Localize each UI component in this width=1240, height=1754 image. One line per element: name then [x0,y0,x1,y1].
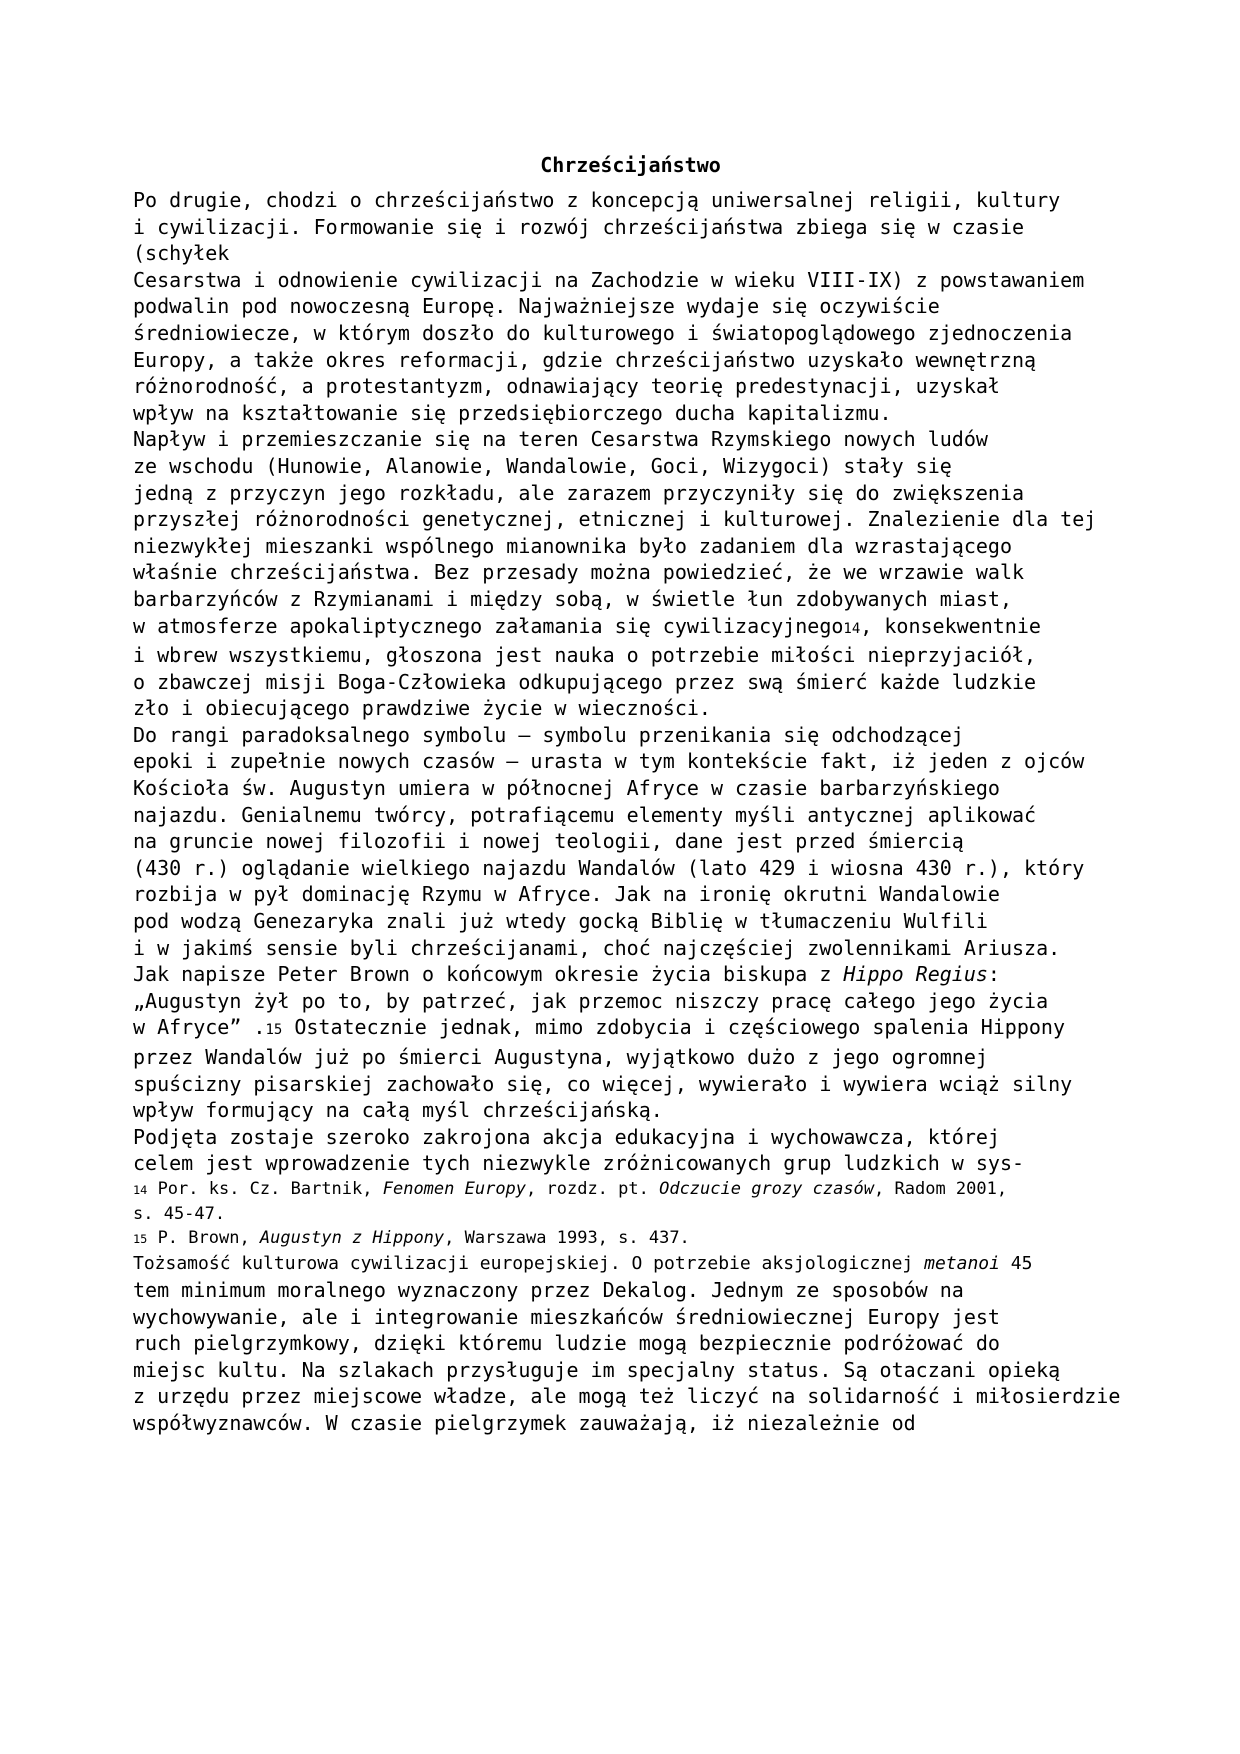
text-segment: Napływ i przemieszczanie się na teren Cesarstwa Rzymskiego nowych ludów [133,427,988,452]
text-segment: i cywilizacji. Formowanie się i rozwój chrześcijaństwa zbiega się w czasie [133,214,1025,239]
text-segment: celem jest wprowadzenie tych niezwykle zróżnicowanych grup ludzkich w sys- [133,1151,1025,1176]
page-title: Chrześcijaństwo [540,153,721,177]
text-line [133,855,1128,882]
text-line [133,1097,1128,1124]
text-segment: wpływ na kształtowanie się przedsiębiorczego ducha kapitalizmu. [133,400,892,425]
text-segment: pod wodzą Genezaryka znali już wtedy gocką Biblię w tłumaczeniu Wulfili [133,909,988,934]
text-segment: P. Brown, [147,1227,260,1248]
text-segment: średniowiecze, w którym doszło do kulturowego i światopoglądowego zjednoczenia [133,320,1073,345]
main-text-block [133,187,1128,1177]
text-line [133,722,1128,749]
text-segment: różnorodność, a protestantyzm, odnawiający teorię predestynacji, uzyskał [133,374,1000,399]
text-line [133,775,1128,802]
text-segment: , Warszawa 1993, s. 437. [444,1227,690,1248]
text-line [133,802,1128,829]
text-line [133,586,1128,613]
text-line [133,533,1128,560]
text-line [133,1277,1128,1304]
text-segment: na gruncie nowej filozofii i nowej teologii, dane jest przed śmiercią [133,829,964,854]
text-segment: Por. ks. Cz. Bartnik, [147,1178,383,1199]
text-segment: w atmosferze apokaliptycznego załamania się cywilizacyjnego [133,613,844,638]
text-line [133,347,1128,374]
text-line [133,1014,1128,1044]
text-line [133,748,1128,775]
text-line [133,426,1128,453]
text-segment: w Afryce” . [133,1015,266,1040]
text-segment: 45 [999,1252,1033,1274]
text-line [133,1383,1128,1410]
footnote-marker: 14 [133,1182,148,1197]
text-line [133,1357,1128,1384]
text-segment: tem minimum moralnego wyznaczony przez Dekalog. Jednym ze sposobów na [133,1277,964,1302]
text-segment: z urzędu przez miejscowe władze, ale mogą też liczyć na solidarność i miłosierdzie [133,1384,1121,1409]
text-line [133,267,1128,294]
text-line [133,828,1128,855]
text-line [133,1071,1128,1098]
text-segment: przez Wandalów już po śmierci Augustyna, wyjątkowo dużo z jego ogromnej [133,1045,988,1069]
text-line [133,1150,1128,1177]
text-line [133,1202,1128,1226]
italic-text: metanoi [924,1252,1000,1274]
italic-text: Hippo Regius [843,962,988,987]
text-line [133,373,1128,400]
text-line [133,1226,1128,1251]
footnote-marker: 15 [265,1022,283,1039]
italic-text: Fenomen Europy [382,1178,527,1199]
text-segment: niezwykłej mieszanki wspólnego mianownika było zadaniem dla wzrastającego [133,533,1012,558]
text-segment: , konsekwentnie [860,613,1041,638]
text-segment: wychowywanie, ale i integrowanie mieszkańców średniowiecznej Europy jest [133,1304,1000,1329]
italic-text: Augustyn z Hippony [259,1227,445,1248]
text-line [133,1330,1128,1357]
text-segment: współwyznawców. W czasie pielgrzymek zauważają, iż niezależnie od [133,1410,916,1435]
text-line [133,320,1128,347]
text-segment: Kościoła św. Augustyn umiera w północnej Afryce w czasie barbarzyńskiego [133,776,1000,801]
text-segment: Ostatecznie jednak, mimo zdobycia i częściowego spalenia Hippony [282,1015,1065,1040]
text-segment: zło i obiecującego prawdziwe życie w wieczności. [133,696,711,721]
text-segment: Jak napisze Peter Brown o końcowym okresie życia biskupa z [133,962,844,987]
text-line [133,453,1128,480]
footnote-marker: 15 [133,1231,148,1246]
text-line [133,293,1128,320]
text-line [133,1410,1128,1437]
text-line [133,1044,1128,1071]
page-content [133,187,1128,1437]
text-segment: najazdu. Genialnemu twórcy, potrafiącemu elementy myśli antycznej aplikować [133,802,1037,827]
text-segment: wpływ formujący na całą myśl chrześcijańską. [133,1098,663,1123]
text-line [133,214,1128,241]
text-segment: , rozdz. pt. [526,1178,660,1199]
text-segment: : [987,962,1000,987]
text-segment: miejsc kultu. Na szlakach przysługuje im specjalny status. Są otaczani opieką [133,1357,1061,1382]
text-segment: podwalin pod nowoczesną Europę. Najważniejsze wydaje się oczywiście [133,294,940,319]
text-segment: ze wschodu (Hunowie, Alanowie, Wandalowie, Goci, Wizygoci) stały się [133,453,952,478]
text-segment: Po drugie, chodzi o chrześcijaństwo z koncepcją uniwersalnej religii, kultury [133,188,1061,212]
text-segment: barbarzyńców z Rzymianami i między sobą, w świetle łun zdobywanych miast, [133,586,1012,611]
footnote-marker: 14 [843,620,861,637]
text-segment: właśnie chrześcijaństwa. Bez przesady można powiedzieć, że we wrzawie walk [133,560,1025,585]
text-line [133,1251,1128,1277]
text-segment: (schyłek [133,241,230,266]
text-segment: Cesarstwa i odnowienie cywilizacji na Zachodzie w wieku VIII-IX) z powstawaniem [133,267,1085,292]
text-segment: Do rangi paradoksalnego symbolu – symbolu przenikania się odchodzącej [133,722,964,747]
text-segment: Europy, a także okres reformacji, gdzie chrześcijaństwo uzyskało wewnętrzną [133,347,1037,372]
text-line [133,187,1128,214]
text-segment: rozbija w pył dominację Rzymu w Afryce. Jak na ironię okrutni Wandalowie [133,882,1000,907]
text-segment: Tożsamość kulturowa cywilizacji europejskiej. O potrzebie aksjologicznej [133,1252,925,1274]
text-segment: ruch pielgrzymkowy, dzięki któremu ludzie mogą bezpiecznie podróżować do [133,1331,1000,1356]
text-line [133,642,1128,669]
text-segment: przyszłej różnorodności genetycznej, etnicznej i kulturowej. Znalezienie dla tej [133,507,1097,532]
text-segment: (430 r.) oglądanie wielkiego najazdu Wandalów (lato 429 i wiosna 430 r.), który [133,855,1085,880]
text-line [133,1304,1128,1331]
text-line [133,669,1128,696]
text-line [133,1124,1128,1151]
text-segment: jedną z przyczyn jego rozkładu, ale zarazem przyczyniły się do zwiększenia [133,480,1025,505]
text-line [133,881,1128,908]
text-segment: o zbawczej misji Boga-Człowieka odkupującego przez swą śmierć każde ludzkie [133,669,1037,694]
text-segment: epoki i zupełnie nowych czasów – urasta w tym kontekście fakt, iż jeden z ojców [133,749,1085,774]
footnotes-block [133,1177,1128,1251]
text-segment: „Augustyn żył po to, by patrzeć, jak przemoc niszczy pracę całego jego życia [133,988,1049,1013]
text-line [133,240,1128,267]
text-segment: Podjęta zostaje szeroko zakrojona akcja edukacyjna i wychowawcza, której [133,1124,1000,1149]
text-segment: s. 45-47. [133,1203,226,1224]
continuation-text-block [133,1277,1128,1437]
text-line [133,506,1128,533]
text-line [133,908,1128,935]
text-line [133,400,1128,427]
text-line [133,559,1128,586]
text-line [133,935,1128,962]
text-line [133,695,1128,722]
text-segment: spuścizny pisarskiej zachowało się, co więcej, wywierało i wywiera wciąż silny [133,1071,1073,1096]
text-segment: i wbrew wszystkiemu, głoszona jest nauka o potrzebie miłości nieprzyjaciół, [133,643,1037,668]
italic-text: Odczucie grozy czasów [659,1178,875,1199]
text-segment: i w jakimś sensie byli chrześcijanami, choć najczęściej zwolennikami Ariusza. [133,935,1061,960]
text-line [133,613,1128,643]
text-line [133,961,1128,988]
text-line [133,480,1128,507]
running-header-block [133,1251,1128,1277]
text-line [133,1177,1128,1202]
text-segment: , Radom 2001, [874,1178,1008,1199]
text-line [133,988,1128,1015]
